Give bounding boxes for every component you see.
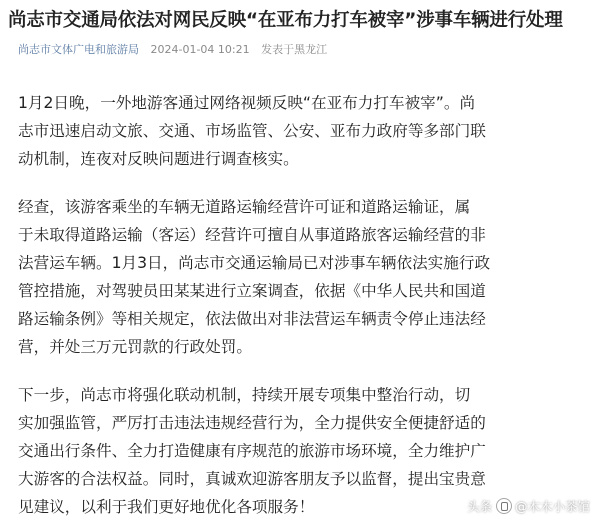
text-line: 大游客的合法权益。同时，真诚欢迎游客朋友予以监督，提出宝贵意: [18, 470, 486, 488]
article-source[interactable]: 尚志市文体广电和旅游局: [18, 43, 139, 56]
text-line: 下一步，尚志市将强化联动机制，持续开展专项集中整治行动，切: [18, 386, 471, 404]
text-line: 于未取得道路运输（客运）经营许可擅自从事道路旅客运输经营的非: [18, 226, 486, 244]
text-line: 管控措施，对驾驶员田某某进行立案调查，依据《中华人民共和国道: [18, 282, 486, 300]
text-line: 法营运车辆。1月3日，尚志市交通运输局已对涉事车辆依法实施行政: [18, 254, 491, 272]
article-title: 尚志市交通局依法对网民反映“在亚布力打车被宰”涉事车辆进行处理: [8, 10, 563, 31]
text-line: 志市迅速启动文旅、交通、市场监管、公安、亚布力政府等多部门联: [18, 122, 486, 140]
paragraph-2: [18, 193, 580, 361]
watermark: [467, 497, 590, 515]
article-meta: [18, 42, 327, 58]
watermark-prefix: 头条: [466, 499, 492, 514]
article-location: 发表于黑龙江: [261, 43, 328, 56]
text-line: 经查，该游客乘坐的车辆无道路运输经营许可证和道路运输证，属: [18, 198, 471, 216]
text-line: 营，并处三万元罚款的行政处罚。: [18, 338, 252, 356]
text-line: 路运输条例》等相关规定，依法做出对非法营运车辆责令停止违法经: [18, 310, 486, 328]
article-datetime: 2024-01-04 10:21: [150, 43, 250, 56]
text-line: 1月2日晚，一外地游客通过网络视频反映“在亚布力打车被宰”。尚: [18, 94, 476, 112]
paragraph-1: [18, 89, 580, 173]
avatar-icon: [496, 498, 512, 514]
watermark-handle: @木木小茶馆: [514, 499, 590, 514]
text-line: 见建议，以利于我们更好地优化各项服务！: [18, 498, 315, 516]
text-line: 实加强监管，严厉打击违法违规经营行为，全力提供安全便捷舒适的: [18, 414, 486, 432]
text-line: 动机制，连夜对反映问题进行调查核实。: [18, 150, 299, 168]
text-line: 交通出行条件、全力打造健康有序规范的旅游市场环境，全力维护广: [18, 442, 486, 460]
